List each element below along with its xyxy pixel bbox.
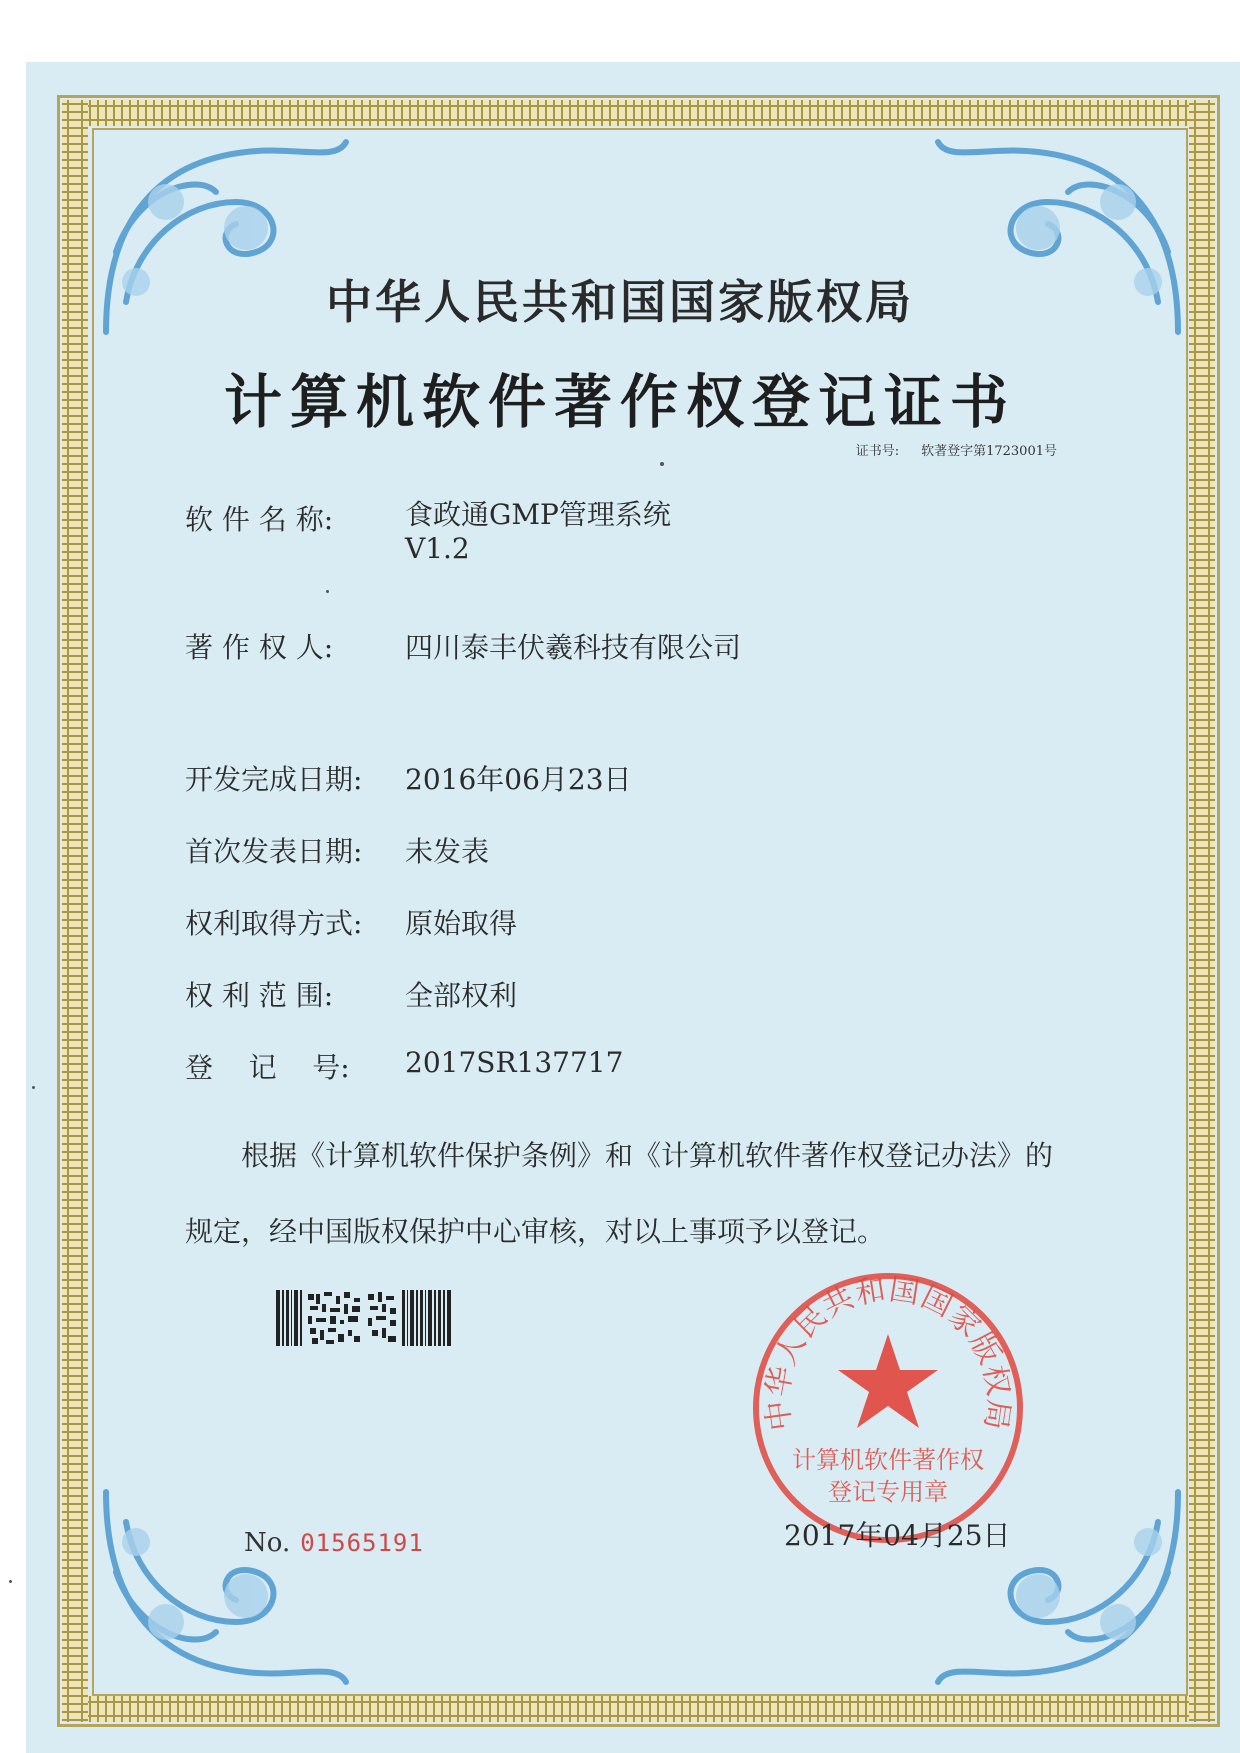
- field-registration-number: [185, 1046, 623, 1086]
- serial-number-label: No.: [244, 1528, 291, 1558]
- fret-border-top: [62, 100, 1215, 126]
- scan-speck: [326, 590, 329, 593]
- field-value: 未发表: [405, 835, 490, 868]
- issuing-authority: 中华人民共和国国家版权局: [326, 275, 914, 329]
- fret-border-left: [62, 100, 88, 1722]
- corner-ornament-bottom-left: [96, 1462, 356, 1692]
- fret-border-bottom: [62, 1696, 1215, 1722]
- certificate-number: [856, 440, 1057, 459]
- field-label: 开发完成日期:: [185, 763, 363, 796]
- barcode: [276, 1290, 452, 1346]
- field-value: 2017SR137717: [405, 1046, 624, 1079]
- field-value: 四川泰丰伏羲科技有限公司: [405, 631, 742, 664]
- seal-inner-line-2: 登记专用章: [828, 1478, 948, 1506]
- serial-number: [244, 1528, 424, 1558]
- field-first-publication: [185, 830, 489, 870]
- statement-line-2: 规定，经中国版权保护中心审核，对以上事项予以登记。: [185, 1215, 886, 1248]
- field-value: 食政通GMP管理系统: [405, 498, 671, 531]
- field-completion-date: [185, 758, 632, 798]
- field-value: 原始取得: [405, 907, 518, 940]
- scan-speck: [32, 1086, 35, 1089]
- seal-outer-text: 中华人民共和国国家版权局: [760, 1272, 1016, 1433]
- official-seal: [748, 1268, 1028, 1548]
- statement-line-1: 根据《计算机软件保护条例》和《计算机软件著作权登记办法》的: [241, 1139, 1054, 1172]
- seal-inner-line-1: 计算机软件著作权: [792, 1446, 984, 1474]
- issue-date: 2017年04月25日: [784, 1519, 1011, 1552]
- scan-speck: [9, 1580, 12, 1583]
- field-acquisition-method: [185, 902, 517, 942]
- field-value-version: V1.2: [405, 532, 470, 565]
- field-label: 登 记 号:: [185, 1051, 350, 1084]
- certificate-title: 计算机软件著作权登记证书: [223, 368, 1016, 436]
- field-label: 权 利 范 围:: [185, 979, 334, 1012]
- field-label: 软 件 名 称:: [185, 503, 334, 536]
- field-label: 首次发表日期:: [185, 835, 363, 868]
- field-label: 权利取得方式:: [185, 907, 363, 940]
- certificate-number-label: 证书号:: [855, 444, 900, 459]
- certificate-number-value: 软著登字第1723001号: [921, 444, 1057, 459]
- serial-number-value: 01565191: [300, 1529, 424, 1557]
- field-value: 全部权利: [405, 979, 518, 1012]
- field-rights-scope: [185, 974, 517, 1014]
- field-copyright-holder: [185, 626, 741, 666]
- scan-speck: [660, 462, 664, 466]
- fret-border-right: [1189, 100, 1215, 1722]
- field-label: 著 作 权 人:: [185, 631, 334, 664]
- field-software-name: [185, 498, 671, 566]
- seal-star-icon: [838, 1334, 938, 1428]
- field-value: 2016年06月23日: [405, 763, 632, 796]
